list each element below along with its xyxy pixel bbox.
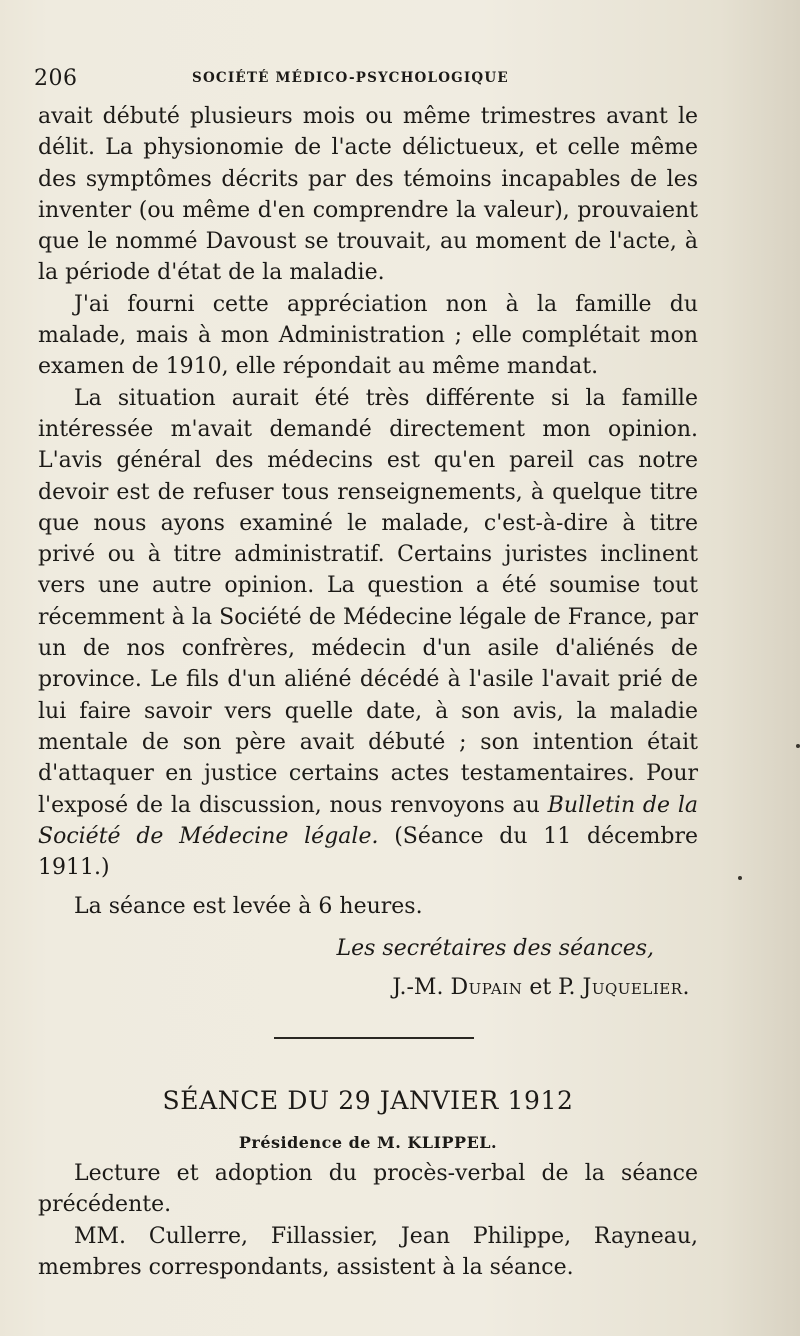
paragraph-lecture: Lecture et adoption du procès-verbal de la séance précédente. xyxy=(38,1160,698,1218)
spacer xyxy=(38,883,698,891)
seance-reference: (Séance du 11 décembre 1911.) xyxy=(38,823,698,881)
section-divider xyxy=(38,1003,698,1063)
running-title: SOCIÉTÉ MÉDICO-PSYCHOLOGIQUE xyxy=(192,70,509,86)
paragraph-continuation: avait débuté plusieurs mois ou même trimestres avant le délit. La physionomie de l'acte délictueux, et celle même des symptômes décrits par des témoins incapables de les inventer (ou même d'en comprendre la valeur), prouvaient que le nommé Davoust se trouvait, au moment de l'acte, à la période d'état de la maladie. xyxy=(38,104,698,286)
signature-title: Les secrétaires des séances, xyxy=(336,935,654,961)
session-title: SÉANCE DU 29 JANVIER 1912 xyxy=(162,1086,574,1116)
signature-conjunction: et P. xyxy=(522,975,583,1001)
signature-names xyxy=(38,972,692,1003)
page-number: 206 xyxy=(34,66,78,91)
divider-rule xyxy=(274,1037,474,1039)
paragraph-situation-text: La situation aurait été très différente si la famille intéressée m'avait demandé directement mon opinion. L'avis général des médecins est qu'en pareil cas notre devoir est de refuser tous renseignements, à quelque titre que nous ayons examiné le malade, c'est-à-dire à titre privé ou à titre administratif. Certains juristes inclinent vers une autre opinion. La question a été soumise tout récemment à la Société de Médecine légale de France, par un de nos confrères, médecin d'un asile d'aliénés de province. Le fils d'un aliéné décédé à l'asile l'avait prié de lui faire savoir vers quelle date, à son avis, la maladie mentale de son père avait débuté ; son intention était d'attaquer en justice certains actes testamentaires. Pour l'exposé de la discussion, nous renvoyons au xyxy=(38,385,698,818)
signature-surname-2: Juquelier. xyxy=(582,975,690,1001)
print-speck xyxy=(796,744,800,748)
body-text xyxy=(38,101,698,1283)
paragraph-situation xyxy=(38,383,698,884)
signature-surname-1: Dupain xyxy=(450,975,523,1001)
session-presidence: Présidence de M. KLIPPEL. xyxy=(238,1132,498,1152)
seance-closing: La séance est levée à 6 heures. xyxy=(74,894,423,920)
print-speck xyxy=(738,876,742,880)
paragraph-appreciation: J'ai fourni cette appréciation non à la famille du malade, mais à mon Administration ; elle complétait mon examen de 1910, elle répondait au même mandat. xyxy=(38,291,698,380)
signature-initial-1: J.-M. xyxy=(392,975,451,1001)
paragraph-members: MM. Cullerre, Fillassier, Jean Philippe, Rayneau, membres correspondants, assistent à la séance. xyxy=(38,1223,698,1280)
signature-block xyxy=(38,933,698,1004)
page-header xyxy=(34,66,694,98)
bulletin-title: Bulletin de la Société de Médecine légale. xyxy=(38,792,698,849)
